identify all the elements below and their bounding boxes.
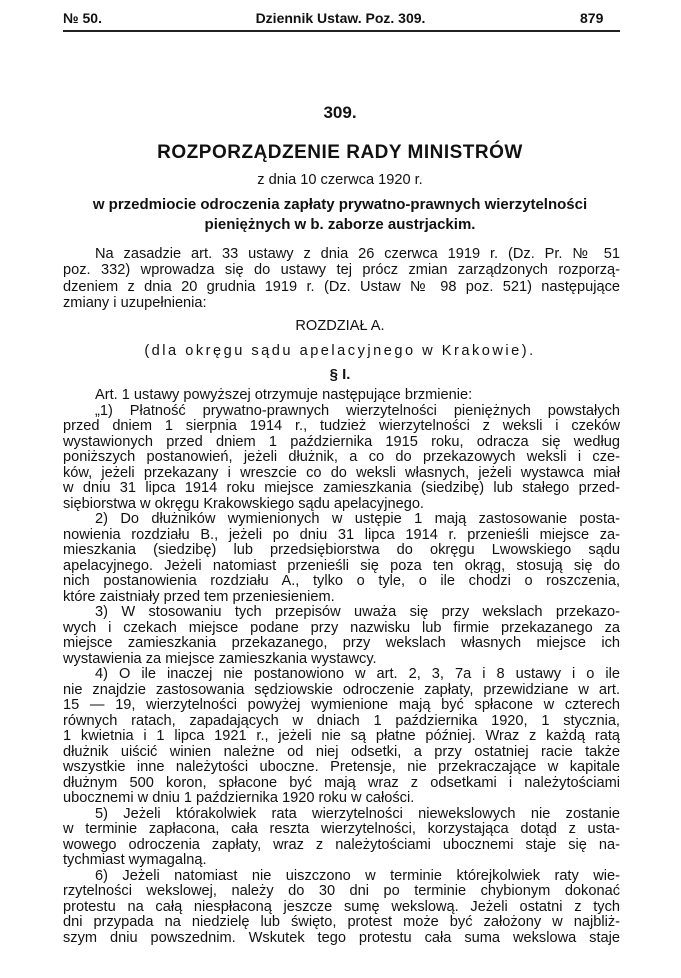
body-line: 1 kwietnia i 1 lipca 1921 r., jeżeli nie są płatne później. Wraz z każdą ratą (63, 728, 620, 744)
body-line: nowienia rozdziału B., jeżeli po dniu 31 lipca 1914 r. przenieśli miejsce za- (63, 526, 620, 543)
body-line: nie znajdzie zastosowania sędziowskie odroczenie zapłaty, przewidziane w art. (63, 681, 620, 698)
body-line: poniższych postanowień, jeżeli dłużnik, a co do przekazowych weksli i cze- (63, 449, 620, 465)
body-line: siębiorstwa w okręgu Krakowskiego sądu apelacyjnego. (63, 495, 424, 512)
body-line: apelacyjnego. Jeżeli natomiast przenieśli się poza ten okrąg, stosują się do (63, 557, 620, 574)
body-line: ubocznemi w dniu 1 października 1920 roku w całości. (63, 790, 415, 806)
preamble-line: Na zasadzie art. 33 ustawy z dnia 26 czerwca 1919 r. (Dz. Pr. № 51 (95, 246, 620, 262)
body-line: tychmiast wymagalną. (63, 852, 207, 868)
subject-line: w przedmiocie odroczenia zapłaty prywatno-prawnych wierzytelności (92, 196, 588, 213)
body-line: miejsce zamieszkania przekazanego, przy wekslach własnych miejsce ich (63, 635, 620, 651)
body-line: ków, jeżeli przekazany i wreszcie co do weksli własnych, jeżeli wystawca miał (63, 464, 620, 481)
document-title: ROZPORZĄDZENIE RADY MINISTRÓW (157, 142, 523, 163)
document-date: z dnia 10 czerwca 1920 r. (257, 172, 423, 188)
body-line: równych ratach, zapadających w dniach 1 października 1920, 1 stycznia, (63, 712, 620, 729)
body-line: w dniu 31 lipca 1914 roku miejsce zamieszkania (siedzibę) lub stałego przed- (63, 480, 620, 496)
header-rule (63, 30, 620, 32)
chapter-heading: ROZDZIAŁ A. (295, 318, 385, 334)
body-line: dni przypada na niedzielę lub święto, protest może być założony w najbliż- (63, 914, 620, 930)
body-line: dłużnym 500 koron, spłacone być mają wraz z odsetkami i należytościami (63, 774, 620, 791)
body-line: wych i czekach miejsce podane przy nazwisku lub firmie przekazanego za (63, 619, 620, 636)
chapter-subheading: (dla okręgu sądu apelacyjnego w Krakowie). (144, 343, 536, 359)
body-line: mieszkania (siedzibę) lub przedsiębiorstwa do okręgu Lwowskiego sądu (63, 542, 620, 558)
body-line: wystawienia za miejsce zamieszkania wystawcy. (63, 650, 377, 667)
issue-number: № 50. (63, 10, 102, 26)
page-number: 879 (580, 10, 604, 26)
body-text (63, 388, 620, 946)
body-line: 5) Jeżeli którakolwiek rata wierzytelności niewekslowych nie zostanie (95, 805, 620, 822)
preamble-line: zmiany i uzupełnienia: (63, 294, 207, 311)
body-line: które zaistniały przed tem przeniesieniem. (63, 588, 335, 605)
body-line: wystawionych przed dniem 1 października 1915 roku, odracza się według (63, 433, 620, 450)
body-line: wowego odroczenia zapłaty, wraz z należytościami ubocznemi staje się na- (63, 836, 620, 853)
section-heading: § I. (329, 366, 351, 383)
body-line: „1) Płatność prywatno-prawnych wierzytelności pieniężnych powstałych (95, 402, 620, 419)
body-line: w terminie zapłacona, cała reszta wierzytelności, korzystająca dotąd z usta- (63, 821, 620, 837)
subject-line: pieniężnych w b. zaborze austrjackim. (204, 216, 476, 233)
body-line: szym dniu powszednim. Wskutek tego protestu cała suma wekslowa staje (63, 929, 620, 946)
preamble (63, 246, 620, 311)
preamble-line: poz. 332) wprowadza się do ustawy tej prócz zmian zarządzonych rozporzą- (63, 262, 620, 279)
preamble-line: dzeniem z dnia 20 grudnia 1919 r. (Dz. Ustaw № 98 poz. 521) następujące (63, 278, 620, 295)
position-number: 309. (323, 103, 357, 122)
body-line: wszystkie inne należytości uboczne. Pretensje, nie przekraczające w kapitale (63, 759, 620, 775)
journal-title: Dziennik Ustaw. Poz. 309. (255, 10, 426, 26)
body-line: 6) Jeżeli natomiast nie uiszczono w terminie którejkolwiek raty wie- (95, 867, 620, 884)
body-line: dłużnik uiścić winien należne od niej odsetki, a przy ostatniej racie także (63, 743, 620, 760)
body-line: 4) O ile inaczej nie postanowiono w art. 2, 3, 7a i 8 ustawy i o ile (95, 666, 620, 682)
body-line: 3) W stosowaniu tych przepisów uważa się przy wekslach przekazo- (95, 604, 620, 620)
body-line: 15 — 19, wierzytelności powyżej wymienione mają być spłacone w czterech (63, 697, 620, 713)
body-line: 2) Do dłużników wymienionych w ustępie 1 mają zastosowanie posta- (95, 511, 620, 527)
body-line: protestu na całą niespłaconą jeszcze sumę wekslową. Jeżeli ostatni z tych (63, 898, 620, 915)
body-line: Art. 1 ustawy powyższej otrzymuje następujące brzmienie: (95, 387, 473, 403)
body-line: przed dniem 1 sierpnia 1914 r., tudzież wierzytelności z weksli i czeków (63, 418, 620, 434)
body-line: rzytelności wekslowej, należy do 30 dni po terminie chybionym dokonać (63, 883, 620, 899)
body-line: nich postanowienia rozdziału A., tylko o tyle, o ile chodzi o roszczenia, (63, 573, 620, 589)
document-subject (40, 195, 640, 235)
